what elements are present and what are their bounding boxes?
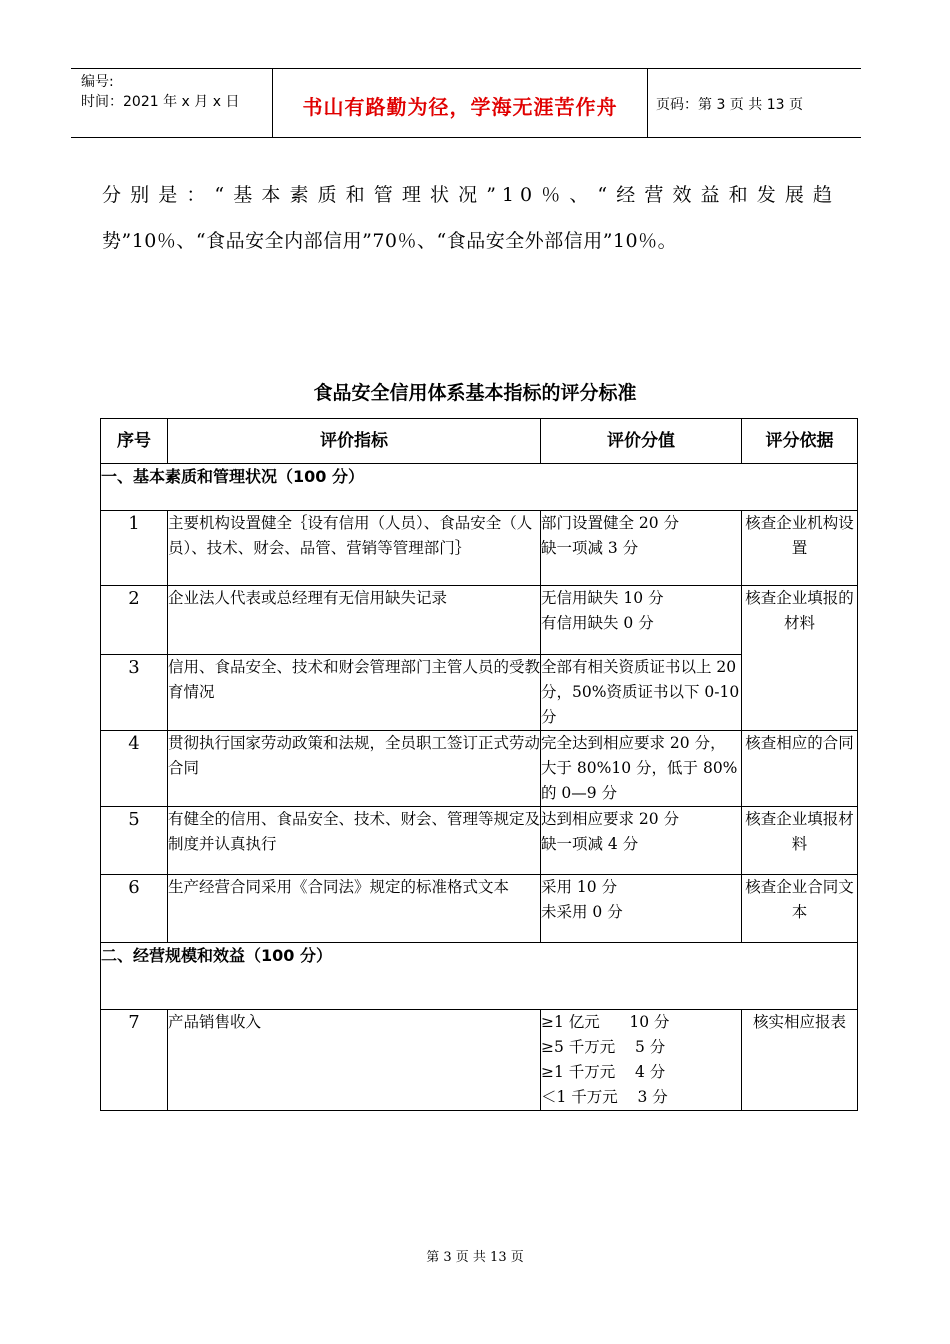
row-score: 采用 10 分 未采用 0 分 <box>541 875 742 943</box>
section-heading: 一、基本素质和管理状况（100 分） <box>101 464 858 511</box>
row-basis: 核查企业填报材料 <box>742 807 858 875</box>
row-basis: 核查企业机构设置 <box>742 511 858 586</box>
table-row <box>101 807 858 875</box>
row-number: 2 <box>101 586 168 655</box>
table-title: 食品安全信用体系基本指标的评分标准 <box>313 382 637 404</box>
table-row <box>101 586 858 655</box>
page-footer: 第 3 页 共 13 页 <box>426 1250 524 1265</box>
row-indicator: 信用、食品安全、技术和财会管理部门主管人员的受教育情况 <box>168 655 541 731</box>
scoring-table <box>100 418 858 1111</box>
score-line: ≥5 千万元 5 分 <box>541 1038 666 1056</box>
section-row <box>101 943 858 1010</box>
score-line: ≥1 亿元 10 分 <box>541 1013 670 1031</box>
section-row <box>101 464 858 511</box>
table-row <box>101 511 858 586</box>
row-indicator: 企业法人代表或总经理有无信用缺失记录 <box>168 586 541 655</box>
row-score: 达到相应要求 20 分 缺一项减 4 分 <box>541 807 742 875</box>
table-row <box>101 731 858 807</box>
row-indicator: 生产经营合同采用《合同法》规定的标准格式文本 <box>168 875 541 943</box>
row-number: 7 <box>101 1010 168 1111</box>
column-header: 序号 <box>101 419 168 464</box>
row-score: 无信用缺失 10 分 有信用缺失 0 分 <box>541 586 742 655</box>
row-score <box>541 1010 742 1111</box>
intro-line: 势”10％、“食品安全内部信用”70％、“食品安全外部信用”10％。 <box>102 230 678 252</box>
column-header: 评价分值 <box>541 419 742 464</box>
row-indicator: 主要机构设置健全｛设有信用（人员）、食品安全（人员）、技术、财会、品管、营销等管理部门｝ <box>168 511 541 586</box>
score-line: ≥1 千万元 4 分 <box>541 1063 666 1081</box>
table-row <box>101 875 858 943</box>
page-header <box>71 68 861 138</box>
score-line: ＜1 千万元 3 分 <box>541 1088 668 1106</box>
header-divider <box>647 69 648 137</box>
row-score: 全部有相关资质证书以上 20 分，50%资质证书以下 0-10 分 <box>541 655 742 731</box>
header-page-info: 页码：第 3 页 共 13 页 <box>656 97 803 113</box>
row-score: 完全达到相应要求 20 分， 大于 80%10 分，低于 80%的 0—9 分 <box>541 731 742 807</box>
row-number: 4 <box>101 731 168 807</box>
number-label: 编号: <box>81 74 114 90</box>
header-motto: 书山有路勤为径，学海无涯苦作舟 <box>302 95 618 119</box>
row-number: 3 <box>101 655 168 731</box>
column-header: 评分依据 <box>742 419 858 464</box>
header-meta <box>81 72 239 112</box>
row-score: 部门设置健全 20 分 缺一项减 3 分 <box>541 511 742 586</box>
intro-paragraph <box>102 172 838 264</box>
row-basis: 核查企业合同文本 <box>742 875 858 943</box>
row-basis: 核实相应报表 <box>742 1010 858 1111</box>
table-header-row <box>101 419 858 464</box>
row-basis: 核查企业填报的材料 <box>742 586 858 731</box>
row-basis: 核查相应的合同 <box>742 731 858 807</box>
row-indicator: 有健全的信用、食品安全、技术、财会、管理等规定及制度并认真执行 <box>168 807 541 875</box>
row-number: 1 <box>101 511 168 586</box>
row-number: 6 <box>101 875 168 943</box>
row-indicator: 贯彻执行国家劳动政策和法规，全员职工签订正式劳动合同 <box>168 731 541 807</box>
intro-line: 分别是：“基本素质和管理状况”10％、“经营效益和发展趋 <box>102 184 838 206</box>
table-row <box>101 1010 858 1111</box>
row-indicator: 产品销售收入 <box>168 1010 541 1111</box>
column-header: 评价指标 <box>168 419 541 464</box>
time-label: 时间：2021 年 x 月 x 日 <box>81 94 240 110</box>
row-number: 5 <box>101 807 168 875</box>
section-heading: 二、经营规模和效益（100 分） <box>101 943 858 1010</box>
